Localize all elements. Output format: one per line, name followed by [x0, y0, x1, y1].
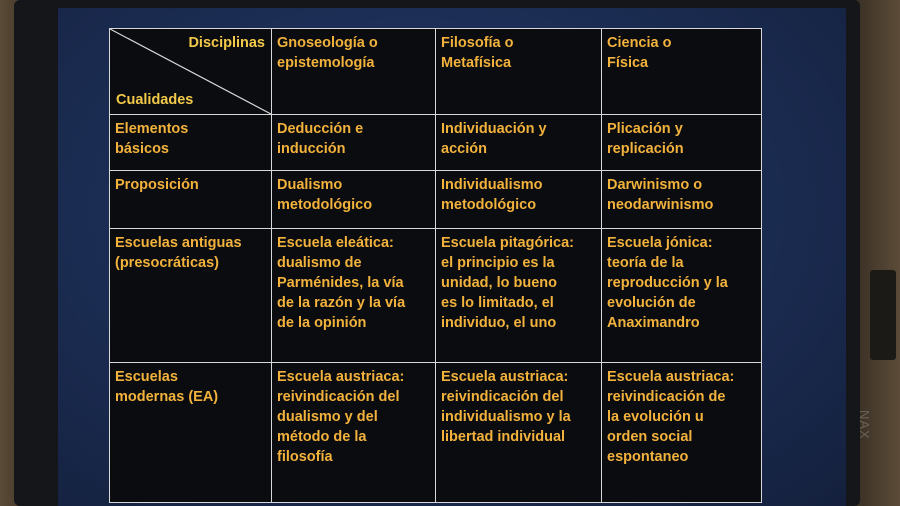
table-row — [110, 171, 762, 229]
column-header-ciencia: Ciencia o Física — [602, 29, 762, 115]
table-cell: Escuela pitagórica: el principio es la unidad, lo bueno es lo limitado, el individuo, el uno — [436, 229, 602, 363]
table-cell: Deducción e inducción — [272, 115, 436, 171]
row-header-escuelas-modernas: Escuelas modernas (EA) — [110, 363, 272, 503]
column-header-gnoseologia: Gnoseología o epistemología — [272, 29, 436, 115]
corner-label-disciplinas: Disciplinas — [188, 35, 265, 51]
bezel-brand-text: NAX — [857, 410, 872, 440]
table-cell: Plicación y replicación — [602, 115, 762, 171]
table-cell: Individuación y acción — [436, 115, 602, 171]
corner-cell — [110, 29, 272, 115]
table-header-row — [110, 29, 762, 115]
table-cell: Escuela austriaca: reivindicación de la evolución u orden social espontaneo — [602, 363, 762, 503]
row-header-escuelas-antiguas: Escuelas antiguas (presocráticas) — [110, 229, 272, 363]
table-cell: Individualismo metodológico — [436, 171, 602, 229]
table-cell: Darwinismo o neodarwinismo — [602, 171, 762, 229]
table-cell: Escuela austriaca: reivindicación del dualismo y del método de la filosofía — [272, 363, 436, 503]
table-cell: Escuela jónica: teoría de la reproducción y la evolución de Anaximandro — [602, 229, 762, 363]
table-row — [110, 363, 762, 503]
column-header-filosofia: Filosofía o Metafísica — [436, 29, 602, 115]
comparison-table — [109, 28, 762, 503]
monitor-side-panel — [870, 270, 896, 360]
row-header-proposicion: Proposición — [110, 171, 272, 229]
table-cell: Dualismo metodológico — [272, 171, 436, 229]
corner-label-cualidades: Cualidades — [116, 92, 194, 108]
table-cell: Escuela austriaca: reivindicación del individualismo y la libertad individual — [436, 363, 602, 503]
table-row — [110, 115, 762, 171]
row-header-elementos: Elementos básicos — [110, 115, 272, 171]
table-cell: Escuela eleática: dualismo de Parménides, la vía de la razón y la vía de la opinión — [272, 229, 436, 363]
table-row — [110, 229, 762, 363]
